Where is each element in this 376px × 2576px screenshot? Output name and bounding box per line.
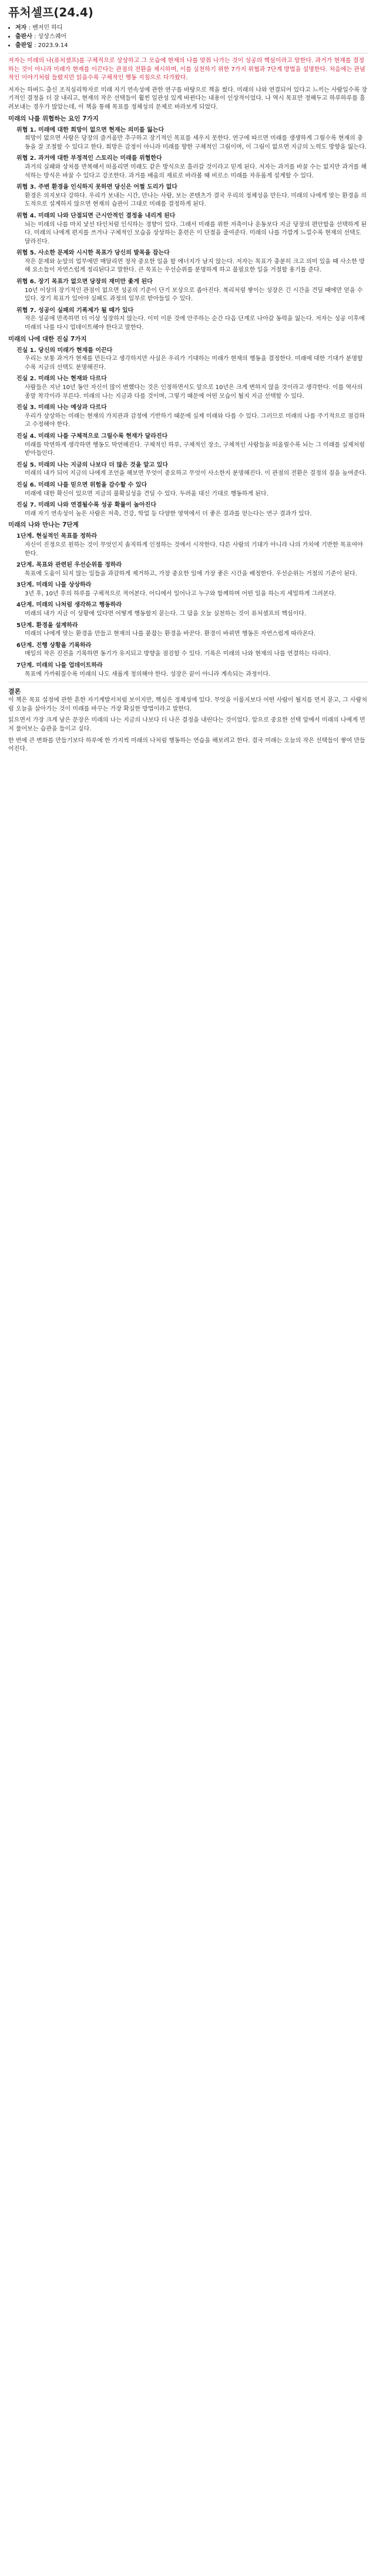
item-heading: 위협 7. 성공이 실패의 기폭제가 될 때가 있다 (16, 307, 134, 314)
closing-paragraph: 한 번에 큰 변화를 만들기보다 하루에 한 가지씩 미래의 나처럼 행동하는 연습을 해보려고 한다. 결국 미래는 오늘의 작은 선택들이 쌓여 만들어진다. (8, 737, 365, 753)
document-page (0, 0, 376, 763)
item-heading: 위협 5. 사소한 문제와 시시한 목표가 당신의 발목을 잡는다 (16, 250, 170, 257)
item-body: 사람들은 지난 10년 동안 자신이 많이 변했다는 것은 인정하면서도 앞으로 10년은 크게 변하지 않을 것이라고 생각한다. 이를 역사의 종말 착각이라 부른다. 미래의 나는 지금과 다를 것이며, 그렇기 때문에 어떤 모습이 될지 지금 선택할 수 있다. (25, 384, 363, 400)
item-heading: 진실 2. 미래의 나는 현재와 다르다 (16, 376, 107, 383)
item-heading: 진실 6. 미래의 나를 믿으면 위험을 감수할 수 있다 (16, 481, 147, 488)
item-heading: 진실 7. 미래의 나와 연결될수록 성공 확률이 높아진다 (16, 502, 156, 509)
item-heading: 진실 3. 미래의 나는 예상과 다르다 (16, 404, 107, 411)
item-heading: 진실 4. 미래의 나를 구체적으로 그릴수록 현재가 달라진다 (16, 433, 168, 440)
item-heading: 6단계. 진행 상황을 기록하라 (16, 642, 92, 649)
item-heading: 위협 2. 과거에 대한 부정적인 스토리는 미래를 위협한다 (16, 155, 162, 162)
item-body: 미래의 내가 지금 이 상황에 있다면 어떻게 행동할지 묻는다. 그 답을 오늘 실천하는 것이 퓨처셀프의 핵심이다. (25, 611, 307, 618)
section-heading: 미래의 나를 위협하는 요인 7가지 (8, 115, 99, 122)
item-heading: 5단계. 환경을 설계하라 (16, 622, 78, 629)
item-body: 미래 자기 연속성이 높은 사람은 저축, 건강, 학업 등 다양한 영역에서 더 좋은 결과를 얻는다는 연구 결과가 있다. (25, 510, 312, 517)
section-heading: 미래의 나에 대한 진실 7가지 (8, 335, 87, 343)
item-heading: 진실 1. 당신의 미래가 현재를 이끈다 (16, 347, 113, 354)
summary-text: 저자는 하버드 출신 조직심리학자로 미래 자기 연속성에 관한 연구를 바탕으로 책을 썼다. 미래의 나와 연결되어 있다고 느끼는 사람일수록 장기적인 결정을 더 잘 내리고, 현재의 작은 선택들이 훨씬 일관성 있게 바뀐다는 내용이 인상적이었다. 나 역시 목표만 정해두고 하루하루를 흘려보내는 경우가 많았는데, 이 책을 통해 목표를 정체성의 문제로 바라보게 되었다. (8, 86, 368, 110)
meta-label: 출판사 (15, 34, 32, 40)
item-heading: 위협 4. 미래의 나와 단절되면 근시안적인 결정을 내리게 된다 (16, 212, 176, 219)
item-body: 자신이 진정으로 원하는 것이 무엇인지 솔직하게 인정하는 것에서 시작한다. 다른 사람의 기대가 아니라 나의 가치에 기반한 목표여야 한다. (25, 541, 363, 557)
meta-item: • 출판사 : 상상스퀘어 (15, 32, 368, 41)
meta-label: 저자 (15, 25, 27, 31)
item-body: 미래의 나에게 맞는 환경을 만들고 현재의 나를 붙잡는 환경을 바꾼다. 환경이 바뀌면 행동은 자연스럽게 따라온다. (25, 631, 316, 638)
book-meta (8, 24, 368, 50)
item-heading: 7단계. 미래의 나를 업데이트하라 (16, 662, 103, 669)
item-body: 미래를 막연하게 생각하면 행동도 막연해진다. 구체적인 하루, 구체적인 장소, 구체적인 사람들을 떠올릴수록 뇌는 그 미래를 실제처럼 받아들인다. (25, 441, 365, 457)
item-body: 뇌는 미래의 나를 마치 낯선 타인처럼 인식하는 경향이 있다. 그래서 미래를 위한 저축이나 운동보다 지금 당장의 편안함을 선택하게 된다. 미래의 나에게 편지를 쓰거나 구체적인 모습을 상상하는 훈련은 이 단절을 줄여준다. 미래의 나를 가깝게 느낄수록 현재의 선택도 달라진다. (25, 221, 367, 245)
page-title: 퓨처셀프(24.4) (8, 5, 93, 19)
item-heading: 2단계. 목표와 관련된 우선순위를 정하라 (16, 562, 122, 569)
item-heading: 진실 5. 미래의 나는 지금의 나보다 더 많은 것을 알고 있다 (16, 461, 169, 468)
closing-paragraph: 읽으면서 가장 크게 남은 문장은 미래의 나는 지금의 나보다 더 나은 결정을 내린다는 것이었다. 앞으로 중요한 선택 앞에서 미래의 나에게 먼저 물어보는 습관을 들이고 싶다. (8, 717, 365, 732)
item-body: 과거의 실패와 상처를 반복해서 떠올리면 미래도 같은 방식으로 흘러갈 것이라고 믿게 된다. 저자는 과거를 바꿀 수는 없지만 과거를 해석하는 방식은 바꿀 수 있다고 강조한다. 과거를 배움의 재료로 바라볼 때 비로소 미래를 자유롭게 설계할 수 있다. (25, 163, 367, 179)
meta-value: 벤저민 하디 (32, 25, 63, 31)
meta-label: 출판일 (15, 42, 32, 49)
closing-block (8, 696, 368, 754)
section-heading: 미래의 나와 만나는 7단계 (8, 521, 79, 529)
content-sections (8, 115, 368, 679)
item-heading: 위협 1. 미래에 대한 희망이 없으면 현재는 의미를 잃는다 (16, 126, 164, 133)
item-heading: 위협 6. 장기 목표가 없으면 당장의 재미만 좇게 된다 (16, 279, 153, 286)
meta-value: 상상스퀘어 (38, 34, 67, 40)
item-body: 환경은 의지보다 강하다. 우리가 보내는 시간, 만나는 사람, 보는 콘텐츠가 결국 우리의 정체성을 만든다. 미래의 나에게 맞는 환경을 의도적으로 설계하지 않으면 현재의 습관이 그대로 미래를 결정하게 된다. (25, 192, 367, 208)
item-body: 목표에 도움이 되지 않는 일들을 과감하게 제거하고, 가장 중요한 일에 가장 좋은 시간을 배정한다. 우선순위는 거절의 기준이 된다. (25, 570, 357, 577)
item-body: 10년 이상의 장기적인 관점이 없으면 성공의 기준이 단기 보상으로 좁아진다. 복리처럼 쌓이는 성장은 긴 시간을 견딜 때에만 얻을 수 있다. 장기 목표가 있어야 실패도 과정의 일부로 받아들일 수 있다. (25, 287, 363, 303)
item-body: 우리가 상상하는 미래는 현재의 가치관과 감정에 기반하기 때문에 실제 미래와 다를 수 있다. 그러므로 미래의 나를 주기적으로 점검하고 수정해야 한다. (25, 413, 365, 428)
item-heading: 4단계. 미래의 나처럼 생각하고 행동하라 (16, 602, 122, 609)
item-body: 3년 후, 10년 후의 하루를 구체적으로 적어본다. 어디에서 일어나고 누구와 함께하며 어떤 일을 하는지 세밀하게 그려본다. (25, 590, 337, 597)
item-body: 작은 성공에 만족하면 더 이상 성장하지 않는다. 이미 이룬 것에 안주하는 순간 다음 단계로 나아갈 동력을 잃는다. 저자는 성공 이후에 미래의 나를 다시 업데이트해야 한다고 말한다. (25, 316, 365, 331)
closing-paragraph: 이 책은 목표 설정에 관한 흔한 자기계발서처럼 보이지만, 핵심은 정체성에 있다. 무엇을 이룰지보다 어떤 사람이 될지를 먼저 묻고, 그 사람처럼 오늘을 살아가는 것이 미래를 바꾸는 가장 확실한 방법이라고 말한다. (8, 697, 367, 712)
summary-highlight: 저자는 미래의 나(퓨처셀프)를 구체적으로 상상하고 그 모습에 현재의 나를 맞춰 나가는 것이 성공의 핵심이라고 말한다. 과거가 현재를 결정하는 것이 아니라 미래가 현재를 이끈다는 관점의 전환을 제시하며, 이를 실천하기 위한 7가지 위협과 7단계 방법을 설명한다. 처음에는 관념적인 이야기처럼 들렸지만 읽을수록 구체적인 행동 지침으로 다가왔다. (8, 58, 365, 82)
closing-heading: 결론 (8, 688, 21, 696)
meta-value: 2023.9.14 (38, 42, 68, 49)
item-heading: 1단계. 현실적인 목표를 정하라 (16, 533, 98, 540)
meta-item: • 출판일 : 2023.9.14 (15, 41, 368, 50)
item-body: 목표에 가까워질수록 미래의 나도 새롭게 정의해야 한다. 성장은 끝이 아니라 계속되는 과정이다. (25, 671, 271, 678)
item-body: 미래의 내가 되어 지금의 나에게 조언을 해보면 무엇이 중요하고 무엇이 사소한지 분명해진다. 이 관점의 전환은 결정의 질을 높여준다. (25, 470, 367, 477)
item-body: 미래에 대한 확신이 있으면 지금의 불확실성을 견딜 수 있다. 두려움 대신 기대로 행동하게 된다. (25, 490, 268, 497)
item-heading: 3단계. 미래의 나를 상상하라 (16, 582, 92, 589)
item-body: 작은 문제와 눈앞의 업무에만 매달리면 정작 중요한 일을 할 에너지가 남지 않는다. 저자는 목표가 충분히 크고 의미 있을 때 사소한 방해 요소들이 자연스럽게 정리된다고 말한다. 큰 목표는 우선순위를 분명하게 하고 불필요한 일을 거절할 용기를 준다. (25, 258, 365, 274)
item-heading: 위협 3. 주변 환경을 인식하지 못하면 당신은 어쩔 도리가 없다 (16, 184, 177, 191)
item-body: 희망이 없으면 사람은 당장의 즐거움만 추구하고 장기적인 목표를 세우지 못한다. 연구에 따르면 미래를 생생하게 그릴수록 현재의 충동을 잘 조절할 수 있다고 한다. 희망은 감정이 아니라 미래를 향한 구체적인 그림이며, 이 그림이 없으면 지금의 노력도 방향을 잃는다. (25, 135, 367, 150)
item-body: 우리는 보통 과거가 현재를 만든다고 생각하지만 사실은 우리가 기대하는 미래가 현재의 행동을 결정한다. 미래에 대한 기대가 분명할수록 지금의 선택도 분명해진다. (25, 356, 363, 371)
item-body: 매일의 작은 진전을 기록하면 동기가 유지되고 방향을 점검할 수 있다. 기록은 미래의 나와 현재의 나를 연결하는 다리다. (25, 651, 331, 658)
meta-item: • 저자 : 벤저민 하디 (15, 24, 368, 32)
